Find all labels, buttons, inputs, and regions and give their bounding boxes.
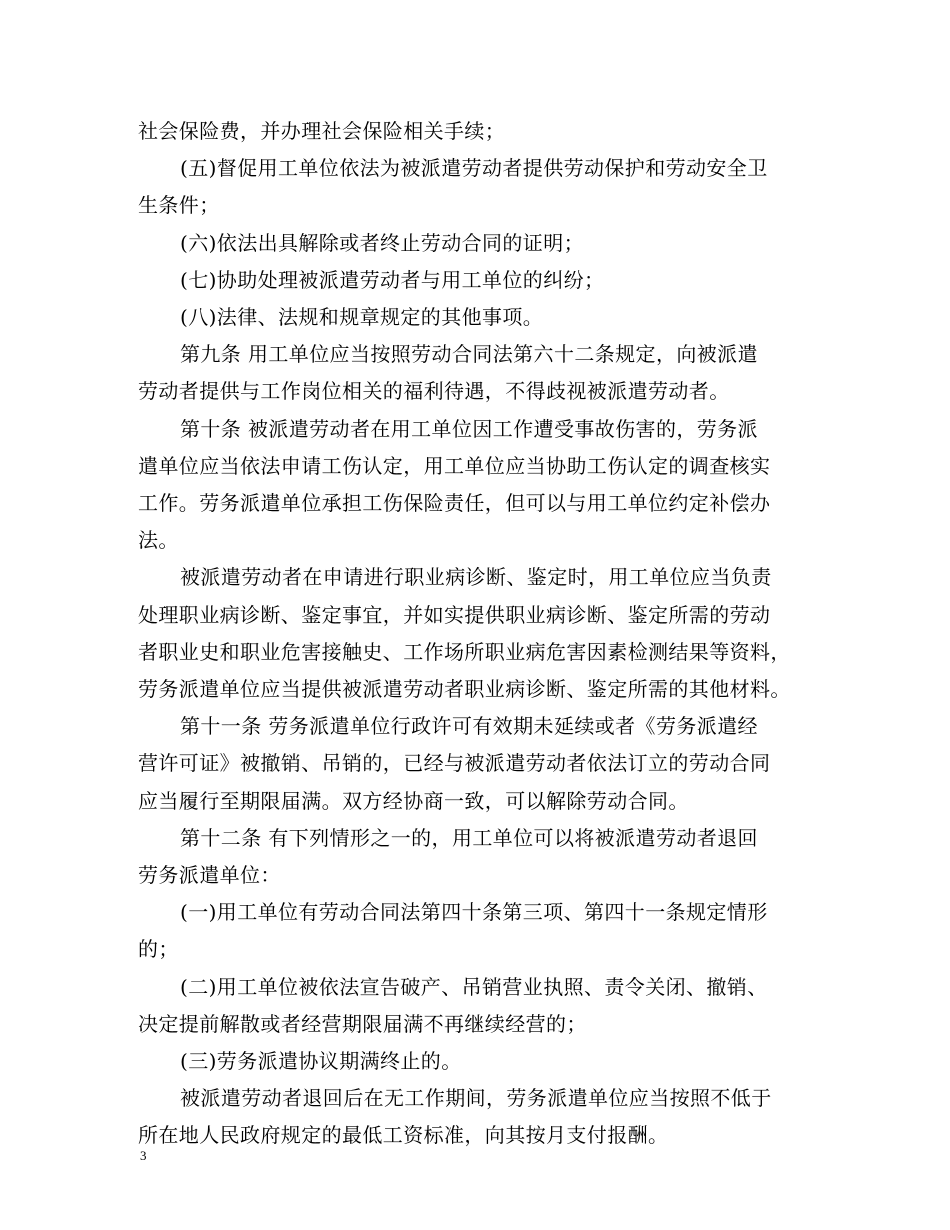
text-line: 遣单位应当依法申请工伤认定，用工单位应当协助工伤认定的调查核实 <box>138 453 771 478</box>
text-line: 生条件； <box>138 193 220 218</box>
text-line: (一)用工单位有劳动合同法第四十条第三项、第四十一条规定情形 <box>180 900 768 925</box>
text-line: 社会保险费，并办理社会保险相关手续； <box>138 119 506 143</box>
text-line: 第十条 被派遣劳动者在用工单位因工作遭受事故伤害的，劳务派 <box>180 416 758 441</box>
text-line: 劳动者提供与工作岗位相关的福利待遇，不得歧视被派遣劳动者。 <box>138 379 730 404</box>
text-line: 第十二条 有下列情形之一的，用工单位可以将被派遣劳动者退回 <box>180 825 758 850</box>
text-line: 者职业史和职业危害接触史、工作场所职业病危害因素检测结果等资料， <box>138 639 791 664</box>
text-line: 被派遣劳动者退回后在无工作期间，劳务派遣单位应当按照不低于 <box>180 1086 772 1111</box>
text-line: 劳务派遣单位应当提供被派遣劳动者职业病诊断、鉴定所需的其他材料。 <box>138 677 791 702</box>
text-line: 处理职业病诊断、鉴定事宜，并如实提供职业病诊断、鉴定所需的劳动 <box>138 602 771 627</box>
text-line: (七)协助处理被派遣劳动者与用工单位的纠纷； <box>180 267 605 292</box>
text-line: (五)督促用工单位依法为被派遣劳动者提供劳动保护和劳动安全卫 <box>180 156 768 181</box>
text-line: 法。 <box>138 528 179 553</box>
page-number: 3 <box>140 1148 147 1163</box>
text-line: (八)法律、法规和规章规定的其他事项。 <box>180 305 544 330</box>
text-line: (六)依法出具解除或者终止劳动合同的证明； <box>180 230 585 255</box>
text-line: 的； <box>138 937 179 962</box>
text-line: 所在地人民政府规定的最低工资标准，向其按月支付报酬。 <box>138 1123 669 1148</box>
text-line: 工作。劳务派遣单位承担工伤保险责任，但可以与用工单位约定补偿办 <box>138 491 771 516</box>
text-line: (二)用工单位被依法宣告破产、吊销营业执照、责令关闭、撤销、 <box>180 974 768 999</box>
text-line: 被派遣劳动者在申请进行职业病诊断、鉴定时，用工单位应当负责 <box>180 565 772 590</box>
text-line: 第十一条 劳务派遣单位行政许可有效期未延续或者《劳务派遣经 <box>180 714 758 739</box>
text-line: 决定提前解散或者经营期限届满不再继续经营的； <box>138 1011 587 1036</box>
text-line: (三)劳务派遣协议期满终止的。 <box>180 1049 462 1074</box>
text-line: 应当履行至期限届满。双方经协商一致，可以解除劳动合同。 <box>138 788 689 813</box>
text-line: 第九条 用工单位应当按照劳动合同法第六十二条规定，向被派遣 <box>180 342 758 367</box>
text-line: 劳务派遣单位： <box>138 863 281 888</box>
text-line: 营许可证》被撤销、吊销的，已经与被派遣劳动者依法订立的劳动合同 <box>138 751 771 776</box>
document-body <box>138 113 818 1155</box>
